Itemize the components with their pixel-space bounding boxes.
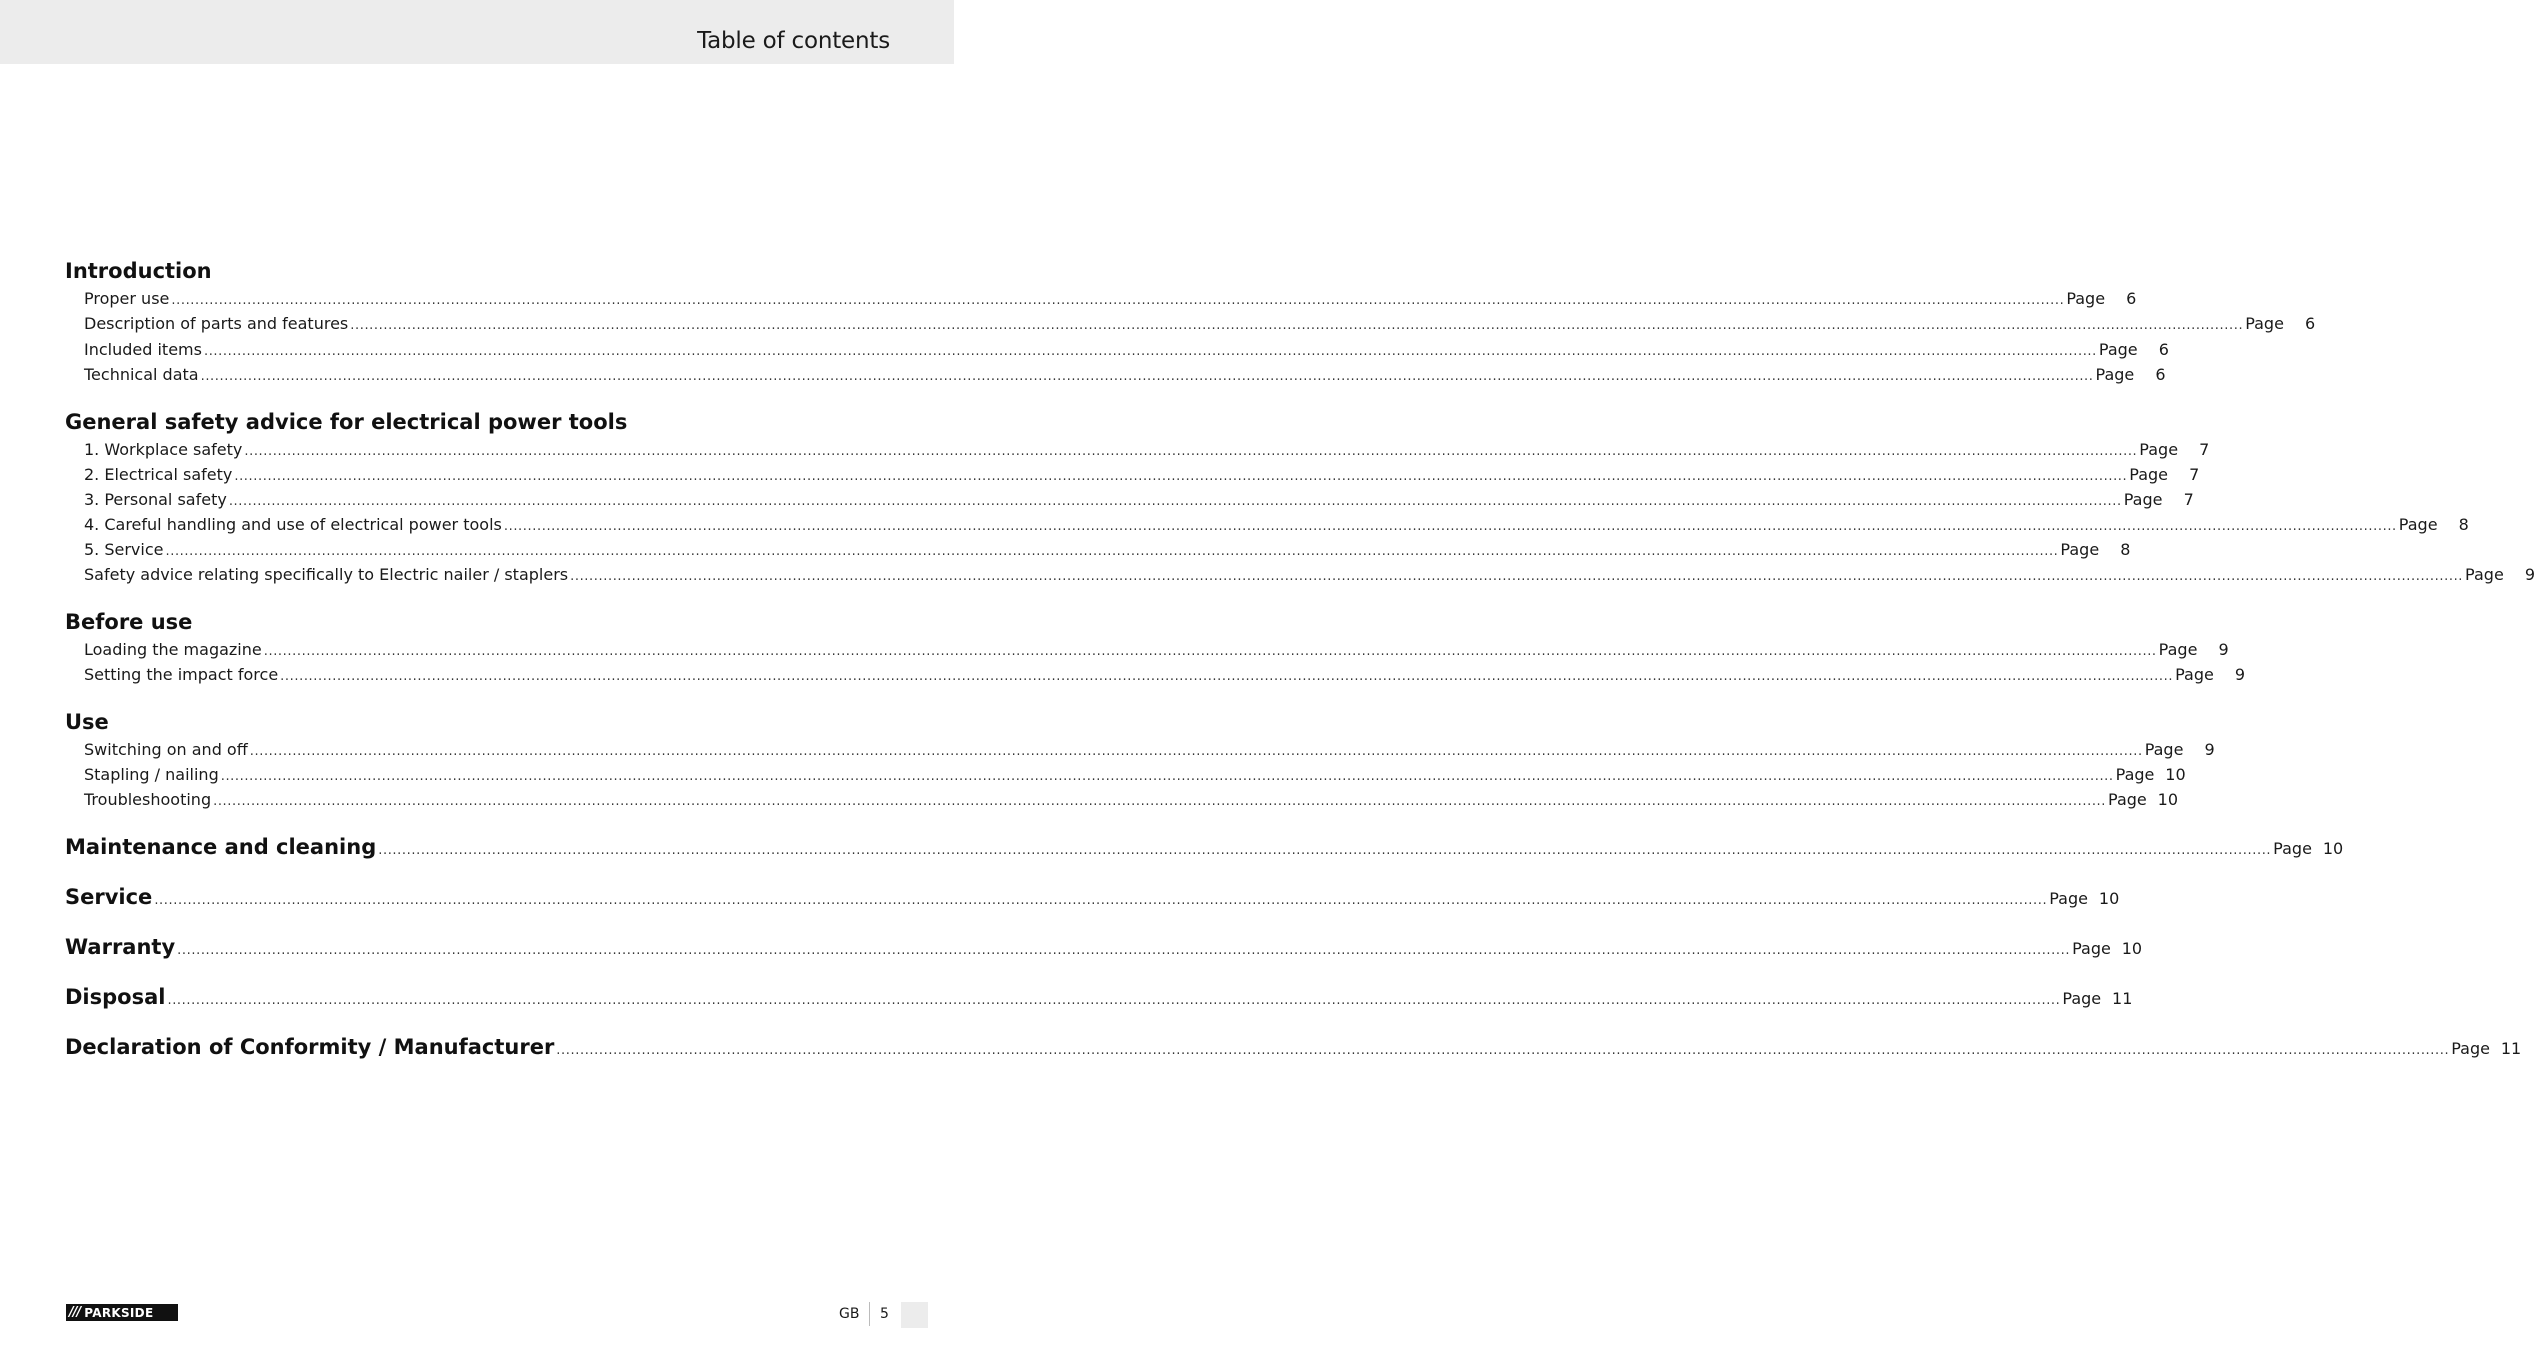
toc-page-word: Page xyxy=(2062,989,2102,1008)
dot-leader: ................................................................................................................................................................................................................................................................................................................................................................................................................ xyxy=(177,943,2071,958)
toc-entry[interactable] xyxy=(84,565,2535,587)
dot-leader: ................................................................................................................................................................................................................................................................................................................................................................................................................ xyxy=(220,769,2114,784)
toc-entry-label: 1. Workplace safety xyxy=(84,440,243,459)
toc-entry-label: 5. Service xyxy=(84,540,164,559)
dot-leader: ................................................................................................................................................................................................................................................................................................................................................................................................................ xyxy=(570,569,2464,584)
toc-page-number: 9 xyxy=(2204,740,2215,759)
toc-entry[interactable] xyxy=(84,540,2131,562)
toc-page-word: Page xyxy=(2139,440,2179,459)
toc-main-entry[interactable] xyxy=(65,885,2120,913)
toc-page-word: Page xyxy=(2129,465,2169,484)
toc-page-number: 6 xyxy=(2155,365,2166,384)
toc-entry-label: 2. Electrical safety xyxy=(84,465,233,484)
dot-leader: ................................................................................................................................................................................................................................................................................................................................................................................................................ xyxy=(244,444,2138,459)
toc-page-number: 6 xyxy=(2158,340,2169,359)
toc-entry-label: Loading the magazine xyxy=(84,640,262,659)
dot-leader: ................................................................................................................................................................................................................................................................................................................................................................................................................ xyxy=(350,318,2244,333)
page-tab xyxy=(901,1302,928,1328)
dot-leader: ................................................................................................................................................................................................................................................................................................................................................................................................................ xyxy=(378,843,2272,858)
toc-entry-label: Technical data xyxy=(84,365,199,384)
dot-leader: ................................................................................................................................................................................................................................................................................................................................................................................................................ xyxy=(203,344,2097,359)
toc-page-word: Page xyxy=(2072,939,2111,958)
toc-page-number: 8 xyxy=(2120,540,2131,559)
section-title-general-safety: General safety advice for electrical power tools xyxy=(65,410,628,434)
toc-entry-label: Troubleshooting xyxy=(84,790,212,809)
toc-page-number: 6 xyxy=(2305,314,2316,333)
toc-entry[interactable] xyxy=(84,740,2215,762)
toc-entry[interactable] xyxy=(84,465,2200,487)
toc-entry[interactable] xyxy=(84,765,2186,787)
dot-leader: ................................................................................................................................................................................................................................................................................................................................................................................................................ xyxy=(167,993,2061,1008)
toc-page-number: 9 xyxy=(2234,665,2246,684)
toc-page-word: Page xyxy=(2123,490,2163,509)
toc-page-word: Page xyxy=(2115,765,2155,784)
toc-page-word: Page xyxy=(2066,289,2106,308)
toc-main-entry[interactable] xyxy=(65,835,2344,863)
toc-main-entry-label: Warranty xyxy=(65,935,176,959)
toc-entry-label: Description of parts and features xyxy=(84,314,349,333)
language-code: GB xyxy=(839,1306,860,1322)
dot-leader: ................................................................................................................................................................................................................................................................................................................................................................................................................ xyxy=(154,893,2048,908)
dot-leader: ................................................................................................................................................................................................................................................................................................................................................................................................................ xyxy=(280,669,2174,684)
toc-main-entry[interactable] xyxy=(65,1035,2522,1063)
toc-entry[interactable] xyxy=(84,490,2194,512)
toc-main-entry-label: Disposal xyxy=(65,985,166,1009)
toc-page-number: 10 xyxy=(2121,939,2143,958)
toc-page-number: 11 xyxy=(2500,1039,2522,1058)
toc-page-number: 7 xyxy=(2199,440,2210,459)
toc-page-word: Page xyxy=(2451,1039,2490,1058)
dot-leader: ................................................................................................................................................................................................................................................................................................................................................................................................................ xyxy=(503,519,2397,534)
toc-main-entry-label: Maintenance and cleaning xyxy=(65,835,377,859)
toc-entry[interactable] xyxy=(84,289,2137,311)
toc-page-number: 8 xyxy=(2458,515,2469,534)
toc-entry[interactable] xyxy=(84,365,2166,387)
parkside-logo xyxy=(66,1304,178,1321)
dot-leader: ................................................................................................................................................................................................................................................................................................................................................................................................................ xyxy=(263,644,2157,659)
toc-entry-label: Included items xyxy=(84,340,202,359)
dot-leader: ................................................................................................................................................................................................................................................................................................................................................................................................................ xyxy=(200,369,2094,384)
toc-page-word: Page xyxy=(2465,565,2504,584)
toc-page-word: Page xyxy=(2095,365,2135,384)
dot-leader: ................................................................................................................................................................................................................................................................................................................................................................................................................ xyxy=(556,1043,2450,1058)
toc-entry-label: Safety advice relating specifically to Electric nailer / staplers xyxy=(84,565,569,584)
toc-page-number: 6 xyxy=(2126,289,2137,308)
toc-page-number: 10 xyxy=(2157,790,2179,809)
toc-entry[interactable] xyxy=(84,340,2169,362)
dot-leader: ................................................................................................................................................................................................................................................................................................................................................................................................................ xyxy=(234,469,2128,484)
toc-page-number: 9 xyxy=(2218,640,2229,659)
dot-leader: ................................................................................................................................................................................................................................................................................................................................................................................................................ xyxy=(228,494,2122,509)
toc-page-word: Page xyxy=(2273,839,2312,858)
toc-entry[interactable] xyxy=(84,515,2469,537)
dot-leader: ................................................................................................................................................................................................................................................................................................................................................................................................................ xyxy=(249,744,2143,759)
toc-main-entry[interactable] xyxy=(65,985,2133,1013)
footer-divider xyxy=(869,1302,870,1326)
toc-page-word: Page xyxy=(2060,540,2100,559)
toc-page-number: 7 xyxy=(2189,465,2200,484)
section-title-use: Use xyxy=(65,710,109,734)
toc-main-entry[interactable] xyxy=(65,935,2143,963)
toc-page-number: 10 xyxy=(2322,839,2344,858)
toc-entry[interactable] xyxy=(84,440,2210,462)
toc-main-entry-label: Declaration of Conformity / Manufacturer xyxy=(65,1035,555,1059)
toc-page-number: 9 xyxy=(2524,565,2535,584)
toc-page-word: Page xyxy=(2098,340,2138,359)
dot-leader: ................................................................................................................................................................................................................................................................................................................................................................................................................ xyxy=(213,794,2107,809)
toc-page-number: 10 xyxy=(2098,889,2120,908)
toc-entry[interactable] xyxy=(84,314,2316,336)
toc-entry-label: Setting the impact force xyxy=(84,665,279,684)
toc-entry-label: 3. Personal safety xyxy=(84,490,227,509)
page-title: Table of contents xyxy=(697,28,890,54)
toc-page-word: Page xyxy=(2175,665,2214,684)
toc-entry-label: Stapling / nailing xyxy=(84,765,219,784)
toc-page-word: Page xyxy=(2108,790,2147,809)
toc-page-number: 10 xyxy=(2165,765,2186,784)
toc-page-word: Page xyxy=(2158,640,2198,659)
toc-page-word: Page xyxy=(2049,889,2088,908)
toc-main-entry-label: Service xyxy=(65,885,153,909)
toc-page-number: 11 xyxy=(2112,989,2133,1008)
logo-text: PARKSIDE xyxy=(84,1305,154,1320)
toc-page-number: 7 xyxy=(2183,490,2194,509)
toc-entry[interactable] xyxy=(84,665,2246,687)
toc-page-word: Page xyxy=(2398,515,2438,534)
toc-entry-label: Switching on and off xyxy=(84,740,248,759)
page-number: 5 xyxy=(880,1306,889,1322)
toc-entry-label: Proper use xyxy=(84,289,170,308)
toc-page-word: Page xyxy=(2144,740,2184,759)
dot-leader: ................................................................................................................................................................................................................................................................................................................................................................................................................ xyxy=(165,544,2059,559)
logo-slashes: /// xyxy=(69,1305,81,1320)
toc-entry-label: 4. Careful handling and use of electrical power tools xyxy=(84,515,502,534)
dot-leader: ................................................................................................................................................................................................................................................................................................................................................................................................................ xyxy=(171,293,2065,308)
section-title-before-use: Before use xyxy=(65,610,193,634)
section-title-introduction: Introduction xyxy=(65,259,212,283)
toc-entry[interactable] xyxy=(84,790,2179,812)
toc-page-word: Page xyxy=(2245,314,2284,333)
toc-entry[interactable] xyxy=(84,640,2229,662)
